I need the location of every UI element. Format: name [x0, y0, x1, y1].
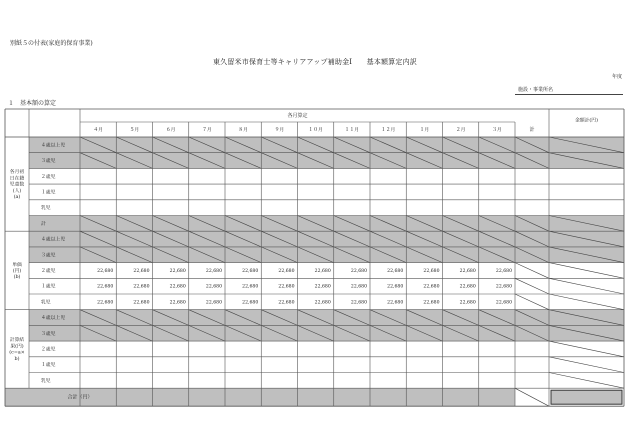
unit-price-value: 22,680 — [242, 268, 259, 274]
unit-price-value: 22,680 — [133, 284, 150, 290]
attachment-label: 別紙５の付表(家庭的保育事業) — [10, 40, 93, 47]
row-label: １歳児 — [41, 190, 56, 196]
row-label: 乳児 — [41, 378, 51, 384]
month-cell[interactable] — [298, 357, 334, 373]
month-cell[interactable] — [479, 341, 515, 357]
month-cell[interactable] — [261, 373, 297, 389]
month-header-1: ４月 — [93, 128, 103, 133]
month-cell[interactable] — [153, 168, 189, 184]
amount-column-header: 金額計(円) — [575, 118, 598, 124]
month-cell[interactable] — [406, 341, 442, 357]
unit-price-value: 22,680 — [387, 284, 404, 290]
month-cell[interactable] — [189, 200, 225, 216]
month-cell[interactable] — [225, 341, 261, 357]
month-header-2: ５月 — [129, 128, 140, 133]
total-cell[interactable] — [515, 373, 549, 389]
row-label: ３歳児 — [41, 159, 56, 165]
month-cell[interactable] — [443, 168, 479, 184]
month-cell[interactable] — [370, 357, 406, 373]
month-cell[interactable] — [406, 373, 442, 389]
row-label: １歳児 — [41, 284, 56, 290]
month-cell[interactable] — [189, 373, 225, 389]
month-header-10: １月 — [419, 128, 430, 133]
month-cell[interactable] — [80, 200, 116, 216]
month-cell[interactable] — [153, 200, 189, 216]
month-cell[interactable] — [443, 373, 479, 389]
month-cell[interactable] — [443, 341, 479, 357]
grand-total-label: 合計（円） — [67, 394, 93, 401]
month-cell[interactable] — [116, 357, 152, 373]
month-cell[interactable] — [261, 184, 297, 200]
unit-price-value: 22,680 — [169, 300, 186, 306]
unit-price-value: 22,680 — [459, 300, 476, 306]
month-header-7: １０月 — [308, 128, 323, 133]
month-cell[interactable] — [116, 168, 152, 184]
row-label: ４歳以上児 — [41, 316, 65, 322]
month-header-6: ９月 — [274, 128, 285, 133]
month-header-3: ６月 — [165, 128, 176, 133]
month-header-12: ３月 — [492, 128, 502, 133]
unit-price-value: 22,680 — [314, 268, 331, 274]
month-cell[interactable] — [80, 357, 116, 373]
month-cell[interactable] — [261, 341, 297, 357]
unit-price-value: 22,680 — [314, 284, 331, 290]
month-cell[interactable] — [334, 341, 370, 357]
row-label: １歳児 — [41, 363, 56, 369]
month-cell[interactable] — [225, 168, 261, 184]
row-label: 計 — [41, 221, 46, 227]
month-cell[interactable] — [298, 168, 334, 184]
unit-price-value: 22,680 — [350, 268, 367, 274]
unit-price-value: 22,680 — [133, 300, 150, 306]
amount-cell[interactable] — [549, 168, 624, 184]
month-cell[interactable] — [298, 184, 334, 200]
month-cell[interactable] — [261, 200, 297, 216]
section-title: １ 基本額の算定 — [8, 100, 57, 107]
unit-price-value: 22,680 — [459, 284, 476, 290]
month-cell[interactable] — [479, 373, 515, 389]
month-cell[interactable] — [370, 341, 406, 357]
month-cell[interactable] — [334, 373, 370, 389]
unit-price-value: 22,680 — [387, 300, 404, 306]
month-cell[interactable] — [298, 373, 334, 389]
month-cell[interactable] — [116, 373, 152, 389]
month-header-4: ７月 — [202, 128, 212, 133]
unit-price-value: 22,680 — [97, 284, 114, 290]
month-cell[interactable] — [116, 341, 152, 357]
unit-price-value: 22,680 — [278, 300, 295, 306]
month-header-11: ２月 — [455, 128, 466, 133]
group-label: (a) — [13, 195, 21, 200]
unit-price-value: 22,680 — [423, 300, 440, 306]
month-cell[interactable] — [406, 184, 442, 200]
total-cell[interactable] — [515, 341, 549, 357]
unit-price-value: 22,680 — [350, 300, 367, 306]
row-label-cell — [29, 216, 80, 232]
unit-price-value: 22,680 — [387, 268, 404, 274]
month-header-9: １２月 — [380, 128, 396, 133]
group-label: (b) — [13, 275, 21, 281]
month-cell[interactable] — [225, 184, 261, 200]
unit-price-value: 22,680 — [242, 284, 259, 290]
month-cell[interactable] — [334, 184, 370, 200]
month-cell[interactable] — [334, 357, 370, 373]
month-cell[interactable] — [479, 168, 515, 184]
unit-price-value: 22,680 — [205, 268, 222, 274]
row-label: 乳児 — [41, 206, 51, 212]
month-cell[interactable] — [298, 200, 334, 216]
amount-cell[interactable] — [549, 184, 624, 200]
unit-price-value: 22,680 — [423, 268, 440, 274]
month-header-8: １１月 — [344, 128, 360, 133]
row-label: ４歳以上児 — [41, 237, 65, 243]
month-header-5: ８月 — [238, 128, 248, 133]
month-cell[interactable] — [80, 341, 116, 357]
group-label: 日在籍 — [9, 176, 25, 182]
unit-price-value: 22,680 — [169, 284, 186, 290]
month-cell[interactable] — [189, 341, 225, 357]
month-cell[interactable] — [116, 184, 152, 200]
month-cell[interactable] — [334, 168, 370, 184]
unit-price-value: 22,680 — [314, 300, 331, 306]
month-cell[interactable] — [153, 373, 189, 389]
group-label: 計算結 — [9, 338, 25, 344]
month-cell[interactable] — [261, 168, 297, 184]
amount-cell[interactable] — [549, 200, 624, 216]
unit-price-value: 22,680 — [495, 300, 512, 306]
month-cell[interactable] — [153, 341, 189, 357]
month-cell[interactable] — [443, 357, 479, 373]
group-label: 各月初 — [9, 170, 25, 176]
unit-price-value: 22,680 — [97, 268, 114, 274]
unit-price-value: 22,680 — [495, 284, 512, 290]
unit-price-value: 22,680 — [278, 284, 295, 290]
month-cell[interactable] — [370, 200, 406, 216]
unit-price-value: 22,680 — [495, 268, 512, 274]
unit-price-value: 22,680 — [423, 284, 440, 290]
unit-price-value: 22,680 — [350, 284, 367, 290]
row-label: ３歳児 — [41, 253, 56, 259]
month-cell[interactable] — [370, 168, 406, 184]
month-cell[interactable] — [225, 357, 261, 373]
month-cell[interactable] — [153, 357, 189, 373]
month-cell[interactable] — [479, 200, 515, 216]
row-label: ３歳児 — [41, 331, 56, 337]
unit-price-value: 22,680 — [97, 300, 114, 306]
month-cell[interactable] — [370, 373, 406, 389]
total-cell[interactable] — [515, 200, 549, 216]
total-cell[interactable] — [515, 184, 549, 200]
month-cell[interactable] — [189, 357, 225, 373]
month-cell[interactable] — [406, 200, 442, 216]
month-cell[interactable] — [406, 357, 442, 373]
strike-diagonal — [515, 388, 549, 406]
month-cell[interactable] — [443, 200, 479, 216]
row-label: ２歳児 — [41, 347, 56, 353]
month-cell[interactable] — [479, 357, 515, 373]
month-cell[interactable] — [334, 200, 370, 216]
month-cell[interactable] — [80, 168, 116, 184]
group-label: (c=a× — [9, 350, 25, 356]
row-label: 乳児 — [41, 300, 51, 306]
month-cell[interactable] — [153, 184, 189, 200]
monthly-header: 各月算定 — [287, 113, 308, 119]
month-cell[interactable] — [80, 373, 116, 389]
month-cell[interactable] — [443, 184, 479, 200]
month-cell[interactable] — [80, 184, 116, 200]
group-label: 単価 — [12, 262, 22, 268]
group-label: 児童数 — [9, 182, 25, 188]
month-cell[interactable] — [225, 373, 261, 389]
unit-price-value: 22,680 — [459, 268, 476, 274]
document-title: 東久留米市保育士等キャリアアップ補助金Ⅰ 基本額算定内訳 — [212, 58, 418, 66]
group-label: (人) — [12, 188, 22, 194]
month-cell[interactable] — [261, 357, 297, 373]
row-label: ４歳以上児 — [41, 143, 65, 149]
group-label: (円) — [12, 268, 22, 274]
unit-price-value: 22,680 — [278, 268, 295, 274]
total-cell[interactable] — [515, 357, 549, 373]
row-label-cell — [29, 373, 80, 389]
unit-price-value: 22,680 — [169, 268, 186, 274]
month-cell[interactable] — [479, 184, 515, 200]
unit-price-value: 22,680 — [133, 268, 150, 274]
month-cell[interactable] — [189, 168, 225, 184]
grand-total-amount-cell[interactable] — [551, 390, 622, 404]
group-label: b) — [14, 356, 20, 362]
total-cell[interactable] — [515, 168, 549, 184]
facility-name-label: 施設・事業所名 — [518, 87, 554, 93]
total-column-header: 計 — [529, 127, 535, 133]
unit-price-value: 22,680 — [205, 300, 222, 306]
month-cell[interactable] — [298, 341, 334, 357]
month-cell[interactable] — [370, 184, 406, 200]
unit-price-value: 22,680 — [242, 300, 259, 306]
row-label-cell — [29, 200, 80, 216]
unit-price-value: 22,680 — [205, 284, 222, 290]
row-label: ２歳児 — [41, 174, 56, 180]
month-cell[interactable] — [189, 184, 225, 200]
year-label: 年度 — [611, 74, 622, 80]
row-label-cell — [29, 294, 80, 310]
group-label: 果(円) — [10, 344, 24, 350]
month-cell[interactable] — [406, 168, 442, 184]
month-cell[interactable] — [116, 200, 152, 216]
month-cell[interactable] — [225, 200, 261, 216]
row-label: ２歳児 — [41, 268, 56, 274]
